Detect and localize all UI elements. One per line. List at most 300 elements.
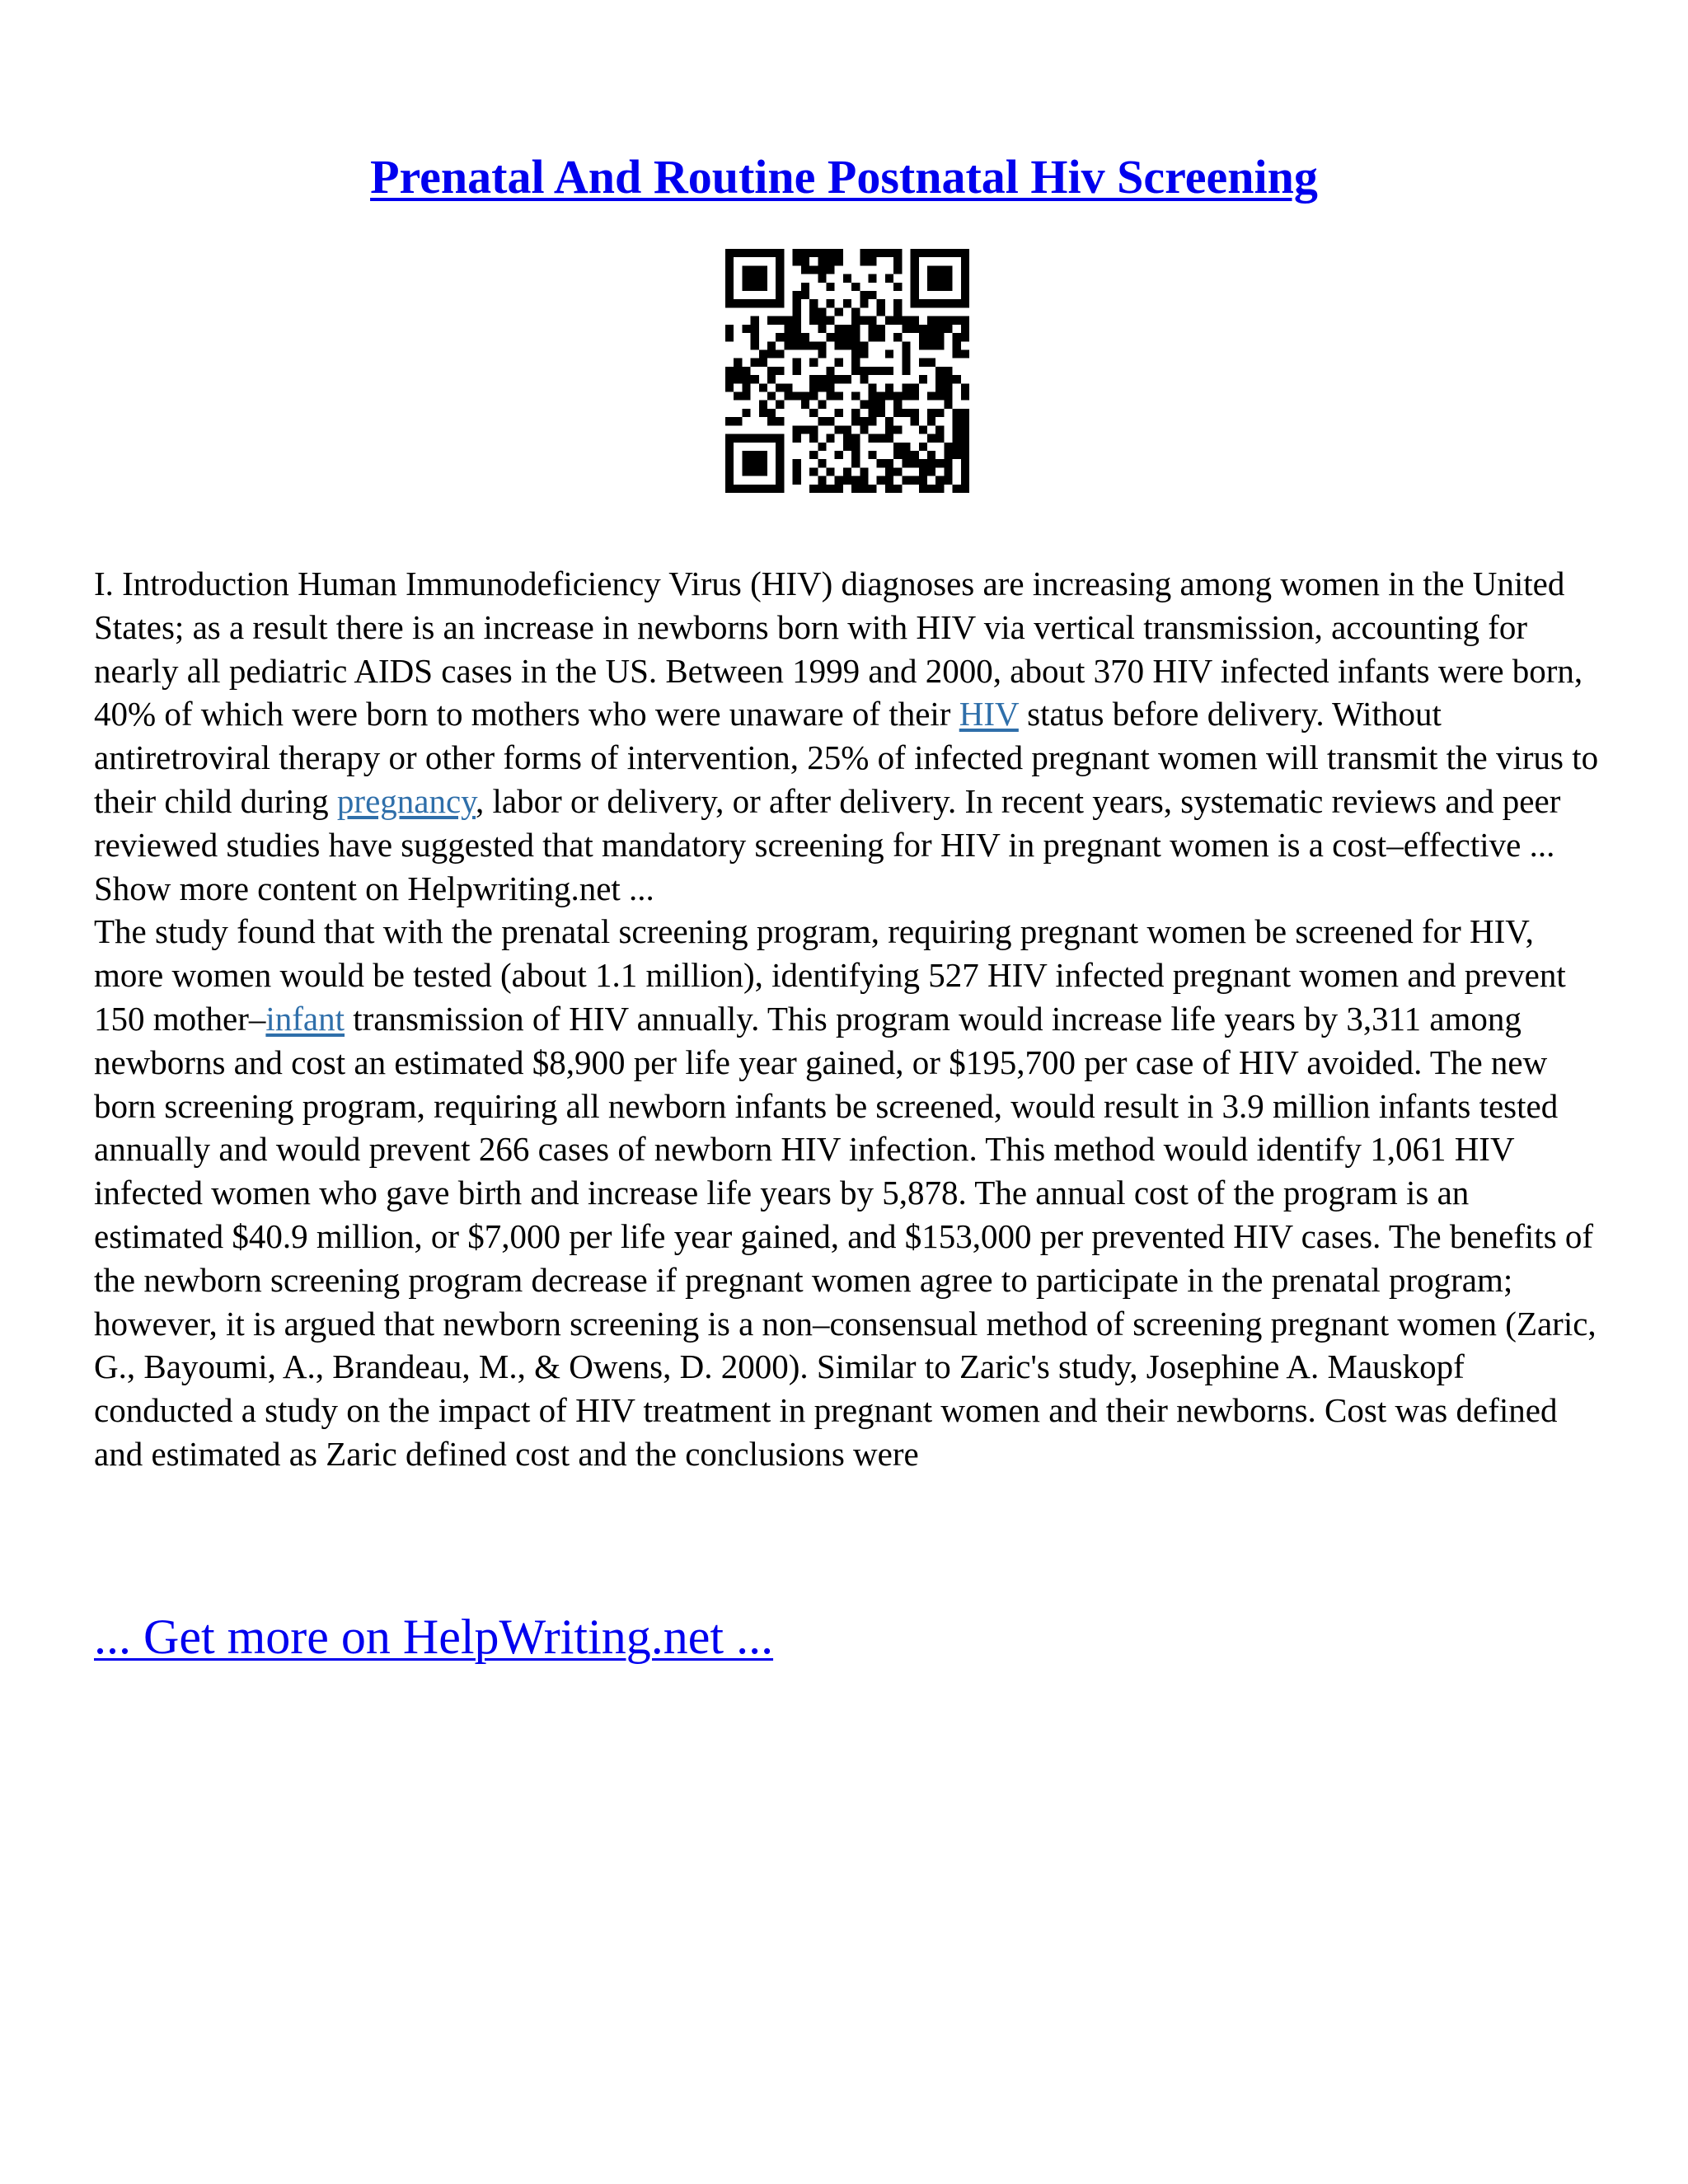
qr-module: [944, 476, 952, 485]
qr-module: [851, 307, 860, 316]
qr-module: [835, 307, 843, 316]
infant-link[interactable]: infant: [265, 999, 345, 1038]
qr-module: [902, 367, 910, 375]
qr-module: [961, 459, 969, 467]
qr-module: [809, 341, 818, 349]
qr-module: [961, 383, 969, 391]
study-text-end: transmission of HIV annually. This program would increase life years by 3,311 among newborns and cost an estimated $8,900 per life year gained, or $195,700 per case of HIV avoided. The new born screening program, requiring all newborn infants be screened, would result in 3.9 million infants tested annually and would prevent 266 cases of newborn HIV infection. This method would identify 1,061 HIV infected women who gave birth and increase life years by 5,878. The annual cost of the program is an estimated $40.9 million, or $7,000 per life year gained, and $153,000 per prevented HIV cases. The benefits of the newborn screening program decrease if pregnant women agree to participate in the prenatal program; however, it is argued that newborn screening is a non–consensual method of screening pregnant women (Zaric, G., Bayoumi, A., Brandeau, M., & Owens, D. 2000). Similar to Zaric's study, Josephine A. Mauskopf conducted a study on the impact of HIV treatment in pregnant women and their newborns. Cost was defined and estimated as Zaric defined cost and the conclusions were: [94, 999, 1597, 1473]
qr-module: [860, 425, 868, 434]
qr-module: [776, 291, 784, 299]
qr-module: [944, 325, 952, 333]
qr-module: [944, 249, 952, 257]
qr-module: [935, 299, 944, 307]
qr-module: [742, 274, 750, 283]
qr-module: [885, 316, 893, 325]
qr-module: [776, 299, 784, 307]
qr-module: [869, 417, 877, 425]
qr-module: [902, 451, 910, 459]
qr-module: [767, 249, 776, 257]
qr-module: [742, 459, 750, 467]
qr-module: [944, 375, 952, 383]
qr-module: [826, 333, 834, 341]
qr-module: [826, 375, 834, 383]
qr-module: [953, 249, 961, 257]
qr-module: [835, 325, 843, 333]
qr-module: [725, 299, 734, 307]
qr-module: [869, 367, 877, 375]
qr-module: [759, 359, 767, 367]
qr-module: [725, 383, 734, 391]
qr-module: [851, 283, 860, 291]
qr-module: [869, 249, 877, 257]
qr-module: [953, 451, 961, 459]
qr-module: [751, 359, 759, 367]
qr-module: [767, 392, 776, 401]
qr-module: [801, 283, 809, 291]
qr-module: [843, 476, 851, 485]
qr-module: [818, 325, 826, 333]
qr-module: [927, 409, 935, 417]
qr-module: [767, 485, 776, 493]
qr-module: [776, 274, 784, 283]
qr-module: [826, 257, 834, 265]
intro-text-end: , labor or delivery, or after delivery. In recent years, systematic reviews and peer reviewed studies have suggested that mandatory screening for HIV in pregnant women is a cost–effective ... Show more content on Helpwriting.net ...: [94, 781, 1561, 907]
qr-module: [751, 375, 759, 383]
qr-module: [877, 299, 885, 307]
get-more-link[interactable]: ... Get more on HelpWriting.net ...: [94, 1610, 774, 1664]
qr-module: [944, 392, 952, 401]
qr-module: [843, 425, 851, 434]
qr-module: [893, 316, 902, 325]
qr-module: [759, 409, 767, 417]
qr-module: [927, 325, 935, 333]
qr-module: [843, 375, 851, 383]
qr-module: [961, 349, 969, 358]
qr-module: [927, 316, 935, 325]
qr-module: [902, 359, 910, 367]
qr-module: [927, 451, 935, 459]
qr-module: [818, 485, 826, 493]
qr-module: [911, 265, 919, 274]
qr-module: [851, 367, 860, 375]
qr-module: [725, 274, 734, 283]
qr-module: [927, 417, 935, 425]
qr-module: [953, 434, 961, 443]
intro-text-start: I. Introduction Human Immunodeficiency Virus (HIV) diagnoses are increasing among women in the United States; as a result there is an increase in newborns born with HIV via vertical transmission, accounting for nearly all pediatric AIDS cases in the US. Between 1999 and 2000, about 370 HIV infected infants were born, 40% of which were born to mothers who were unaware of their: [94, 565, 1583, 733]
qr-module: [902, 316, 910, 325]
qr-module: [742, 325, 750, 333]
qr-module: [944, 274, 952, 283]
qr-module: [911, 459, 919, 467]
qr-module: [877, 307, 885, 316]
qr-module: [961, 333, 969, 341]
qr-module: [801, 392, 809, 401]
qr-module: [835, 257, 843, 265]
qr-module: [893, 283, 902, 291]
qr-module: [851, 316, 860, 325]
qr-module: [911, 409, 919, 417]
qr-module: [961, 291, 969, 299]
qr-module: [851, 325, 860, 333]
qr-module: [776, 485, 784, 493]
qr-module: [826, 485, 834, 493]
qr-module: [961, 434, 969, 443]
qr-module: [751, 299, 759, 307]
qr-module: [902, 459, 910, 467]
qr-module: [818, 341, 826, 349]
qr-module: [835, 375, 843, 383]
qr-module: [801, 257, 809, 265]
qr-module: [911, 291, 919, 299]
qr-module: [776, 467, 784, 476]
qr-module: [843, 434, 851, 443]
qr-module: [751, 434, 759, 443]
qr-module: [919, 325, 927, 333]
qr-module: [793, 467, 801, 476]
qr-module: [911, 383, 919, 391]
qr-module: [776, 257, 784, 265]
qr-module: [801, 341, 809, 349]
qr-module: [725, 325, 734, 333]
study-paragraph: [94, 910, 1602, 1475]
qr-module: [793, 476, 801, 485]
qr-module: [835, 392, 843, 401]
qr-module: [919, 467, 927, 476]
qr-module: [953, 409, 961, 417]
qr-module: [776, 383, 784, 391]
qr-module: [725, 375, 734, 383]
qr-module: [953, 333, 961, 341]
qr-module: [759, 265, 767, 274]
qr-module: [767, 417, 776, 425]
qr-module: [725, 443, 734, 451]
qr-module: [919, 485, 927, 493]
qr-module: [801, 249, 809, 257]
qr-module: [734, 249, 742, 257]
qr-module: [725, 434, 734, 443]
qr-module: [953, 375, 961, 383]
qr-module: [911, 325, 919, 333]
qr-module: [869, 451, 877, 459]
qr-module: [759, 274, 767, 283]
qr-module: [953, 425, 961, 434]
qr-module: [784, 341, 792, 349]
qr-module: [835, 333, 843, 341]
qr-module: [767, 375, 776, 383]
qr-module: [869, 409, 877, 417]
qr-module: [869, 434, 877, 443]
qr-module: [793, 392, 801, 401]
qr-module: [818, 307, 826, 316]
qr-module: [911, 274, 919, 283]
qr-module: [935, 341, 944, 349]
qr-module: [919, 375, 927, 383]
qr-module: [742, 375, 750, 383]
qr-module: [885, 274, 893, 283]
qr-module: [893, 257, 902, 265]
qr-module: [944, 451, 952, 459]
hiv-link[interactable]: HIV: [959, 695, 1019, 733]
qr-module: [725, 265, 734, 274]
qr-module: [759, 249, 767, 257]
qr-module: [927, 434, 935, 443]
qr-module: [843, 443, 851, 451]
qr-module: [885, 467, 893, 476]
qr-module: [776, 349, 784, 358]
qr-module: [927, 283, 935, 291]
qr-module: [734, 375, 742, 383]
qr-module: [793, 299, 801, 307]
qr-module: [725, 476, 734, 485]
qr-module: [877, 409, 885, 417]
qr-module: [801, 425, 809, 434]
qr-module: [776, 443, 784, 451]
qr-module: [751, 451, 759, 459]
qr-module: [793, 367, 801, 375]
qr-module: [851, 341, 860, 349]
qr-module: [851, 459, 860, 467]
qr-module: [826, 434, 834, 443]
pregnancy-link[interactable]: pregnancy: [336, 781, 476, 820]
qr-module: [902, 341, 910, 349]
qr-module: [784, 392, 792, 401]
qr-module: [927, 249, 935, 257]
qr-module: [742, 299, 750, 307]
qr-module: [877, 434, 885, 443]
qr-module: [759, 401, 767, 409]
qr-module: [944, 443, 952, 451]
qr-module: [935, 434, 944, 443]
qr-module: [869, 257, 877, 265]
qr-module: [725, 451, 734, 459]
qr-module: [751, 325, 759, 333]
qr-module: [851, 359, 860, 367]
qr-module: [935, 333, 944, 341]
qr-module: [893, 333, 902, 341]
qr-module: [893, 307, 902, 316]
qr-module: [961, 325, 969, 333]
qr-module: [742, 451, 750, 459]
qr-module: [835, 476, 843, 485]
qr-module: [759, 485, 767, 493]
qr-module: [809, 409, 818, 417]
qr-module: [818, 249, 826, 257]
qr-module: [944, 299, 952, 307]
qr-module: [860, 291, 868, 299]
qr-module: [911, 249, 919, 257]
qr-module: [911, 392, 919, 401]
qr-module: [809, 392, 818, 401]
qr-module: [776, 417, 784, 425]
qr-module: [911, 299, 919, 307]
qr-module: [793, 459, 801, 467]
qr-module: [793, 434, 801, 443]
qr-module: [935, 459, 944, 467]
qr-module: [826, 417, 834, 425]
qr-module: [742, 367, 750, 375]
qr-module: [767, 299, 776, 307]
qr-module: [885, 383, 893, 391]
qr-module: [742, 467, 750, 476]
qr-module: [843, 341, 851, 349]
qr-module: [869, 401, 877, 409]
qr-module: [751, 265, 759, 274]
qr-module: [869, 291, 877, 299]
qr-module: [751, 459, 759, 467]
qr-module: [776, 333, 784, 341]
qr-module: [919, 359, 927, 367]
qr-module: [742, 392, 750, 401]
qr-module: [784, 325, 792, 333]
qr-module: [893, 467, 902, 476]
qr-module: [953, 443, 961, 451]
qr-module: [860, 367, 868, 375]
qr-module: [902, 476, 910, 485]
qr-module: [961, 283, 969, 291]
qr-module: [734, 392, 742, 401]
qr-module: [911, 451, 919, 459]
qr-module: [902, 409, 910, 417]
qr-module: [734, 417, 742, 425]
qr-module: [801, 291, 809, 299]
qr-module: [751, 341, 759, 349]
qr-module: [835, 341, 843, 349]
qr-module: [826, 283, 834, 291]
qr-module: [877, 476, 885, 485]
qr-module: [869, 485, 877, 493]
qr-module: [725, 459, 734, 467]
qr-module: [751, 333, 759, 341]
qr-module: [843, 274, 851, 283]
qr-module: [742, 409, 750, 417]
qr-module: [935, 485, 944, 493]
qr-module: [885, 392, 893, 401]
qr-module: [793, 341, 801, 349]
qr-module: [869, 383, 877, 391]
qr-module: [751, 316, 759, 325]
qr-module: [935, 265, 944, 274]
qr-module: [927, 341, 935, 349]
qr-module: [818, 417, 826, 425]
qr-module: [961, 443, 969, 451]
qr-module: [826, 383, 834, 391]
qr-module: [860, 341, 868, 349]
qr-module: [927, 333, 935, 341]
qr-module: [860, 299, 868, 307]
qr-module: [911, 283, 919, 291]
qr-module: [911, 417, 919, 425]
article-body: [94, 562, 1602, 1476]
qr-module: [759, 349, 767, 358]
qr-module: [860, 375, 868, 383]
qr-module: [793, 316, 801, 325]
qr-module: [793, 291, 801, 299]
qr-module: [801, 265, 809, 274]
qr-module: [935, 383, 944, 391]
qr-module: [725, 249, 734, 257]
qr-module: [961, 467, 969, 476]
qr-module: [784, 316, 792, 325]
qr-module: [935, 283, 944, 291]
qr-module: [835, 359, 843, 367]
qr-module: [877, 325, 885, 333]
qr-module: [935, 249, 944, 257]
qr-module: [776, 367, 784, 375]
qr-module: [767, 349, 776, 358]
qr-module: [818, 257, 826, 265]
qr-module: [751, 249, 759, 257]
qr-module: [767, 434, 776, 443]
qr-module: [784, 383, 792, 391]
qr-module: [826, 316, 834, 325]
qr-module: [751, 274, 759, 283]
qr-module: [893, 485, 902, 493]
qr-module: [801, 333, 809, 341]
qr-module: [902, 383, 910, 391]
qr-module: [725, 417, 734, 425]
qr-module: [869, 274, 877, 283]
title-link[interactable]: Prenatal And Routine Postnatal Hiv Screening: [370, 149, 1318, 204]
qr-module: [877, 459, 885, 467]
qr-module: [818, 265, 826, 274]
qr-module: [885, 476, 893, 485]
qr-module: [935, 375, 944, 383]
qr-module: [961, 257, 969, 265]
qr-module: [809, 299, 818, 307]
qr-module: [902, 392, 910, 401]
qr-module: [759, 434, 767, 443]
qr-module: [851, 409, 860, 417]
qr-module: [793, 333, 801, 341]
qr-module: [776, 316, 784, 325]
qr-module: [793, 249, 801, 257]
qr-module: [919, 341, 927, 349]
qr-module: [953, 341, 961, 349]
qr-module: [793, 359, 801, 367]
qr-module: [961, 451, 969, 459]
qr-module: [734, 485, 742, 493]
qr-module: [911, 316, 919, 325]
qr-module: [725, 283, 734, 291]
qr-module: [851, 349, 860, 358]
qr-module: [935, 476, 944, 485]
qr-module: [877, 367, 885, 375]
qr-module: [818, 316, 826, 325]
study-text-start: The study found that with the prenatal screening program, requiring pregnant women be screened for HIV, more women would be tested (about 1.1 million), identifying 527 HIV infected pregnant women and prevent 150 mother–: [94, 912, 1566, 1038]
qr-module: [776, 451, 784, 459]
qr-module: [725, 367, 734, 375]
qr-module: [818, 401, 826, 409]
qr-module: [843, 333, 851, 341]
qr-module: [759, 383, 767, 391]
qr-module: [961, 417, 969, 425]
qr-module: [767, 316, 776, 325]
qr-module: [860, 476, 868, 485]
qr-module: [953, 417, 961, 425]
qr-module: [809, 316, 818, 325]
qr-module: [927, 485, 935, 493]
qr-module: [919, 425, 927, 434]
qr-module: [935, 325, 944, 333]
qr-module: [869, 392, 877, 401]
qr-module: [851, 443, 860, 451]
qr-module: [759, 467, 767, 476]
qr-module: [860, 417, 868, 425]
qr-module: [784, 333, 792, 341]
qr-module: [767, 409, 776, 417]
qr-module: [851, 417, 860, 425]
qr-module: [776, 265, 784, 274]
